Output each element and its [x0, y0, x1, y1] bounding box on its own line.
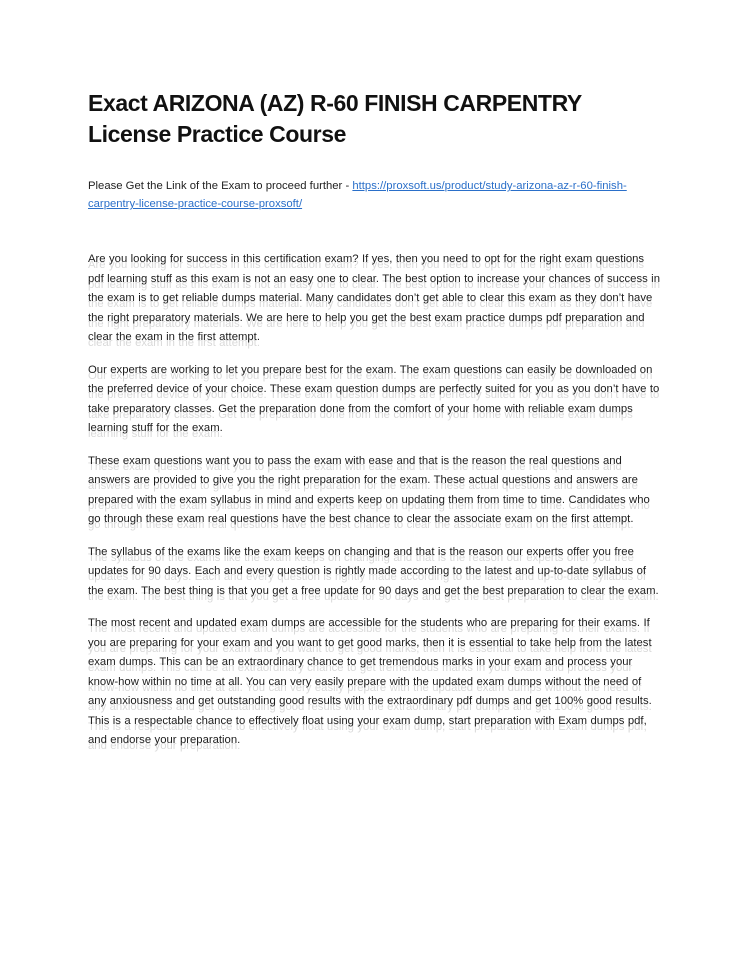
body-text	[88, 250, 660, 764]
paragraph-5: The most recent and updated exam dumps are accessible for the students who are preparing for their exams. If you are preparing for your exam and you want to get good marks, then it is essential to take help from the latest exam dumps. This can be an extraordinary chance to get tremendous marks in your exam and process your know-how within no time at all. You can very easily prepare with the updated exam dumps without the need of any anxiousness and get outstanding good results with the extraordinary pdf dumps and get 100% good results. This is a respectable chance to effectively float using your exam dump, start preparation with Exam dumps pdf, and endorse your preparation.	[88, 617, 652, 746]
page-title: Exact ARIZONA (AZ) R-60 FINISH CARPENTRY License Practice Course	[88, 90, 582, 147]
intro-text: Please Get the Link of the Exam to proceed further -	[88, 180, 353, 192]
intro-line	[88, 177, 660, 213]
paragraph-4: The syllabus of the exams like the exam keeps on changing and that is the reason our experts offer you free updates for 90 days. Each and every question is rightly made according to the latest and up-to-date syllabus of the exam. The best thing is that you get a free update for 90 days and get the best preparation to clear the exam.	[88, 545, 659, 597]
paragraph-2: Our experts are working to let you prepare best for the exam. The exam questions can easily be downloaded on the preferred device of your choice. These exam question dumps are perfectly suited for you as you don’t have to take preparatory classes. Get the preparation done from the comfort of your home with reliable exam dumps learning stuff for the exam.	[88, 363, 660, 434]
exam-link[interactable]: https://proxsoft.us/product/study-arizona-az-r-60-finish-carpentry-license-practice-course-proxsoft/	[88, 180, 627, 210]
paragraph-1: Are you looking for success in this certification exam? If yes, then you need to opt for the right exam questions pdf learning stuff as this exam is not an easy one to clear. The best option to increase your chances of success in the exam is to get reliable dumps material. Many candidates don’t get able to clear this exam as they don’t have the right preparatory materials. We are here to help you get the best exam practice dumps pdf preparation and clear the exam in the first attempt.	[88, 253, 660, 343]
paragraph-3: These exam questions want you to pass the exam with ease and that is the reason the real questions and answers are provided to give you the right preparation for the exam. These actual questions and answers are prepared with the exam syllabus in mind and experts keep on updating them from time to time. Candidates who go through these exam real questions have the best chance to clear the associate exam on the first attempt.	[88, 454, 650, 525]
